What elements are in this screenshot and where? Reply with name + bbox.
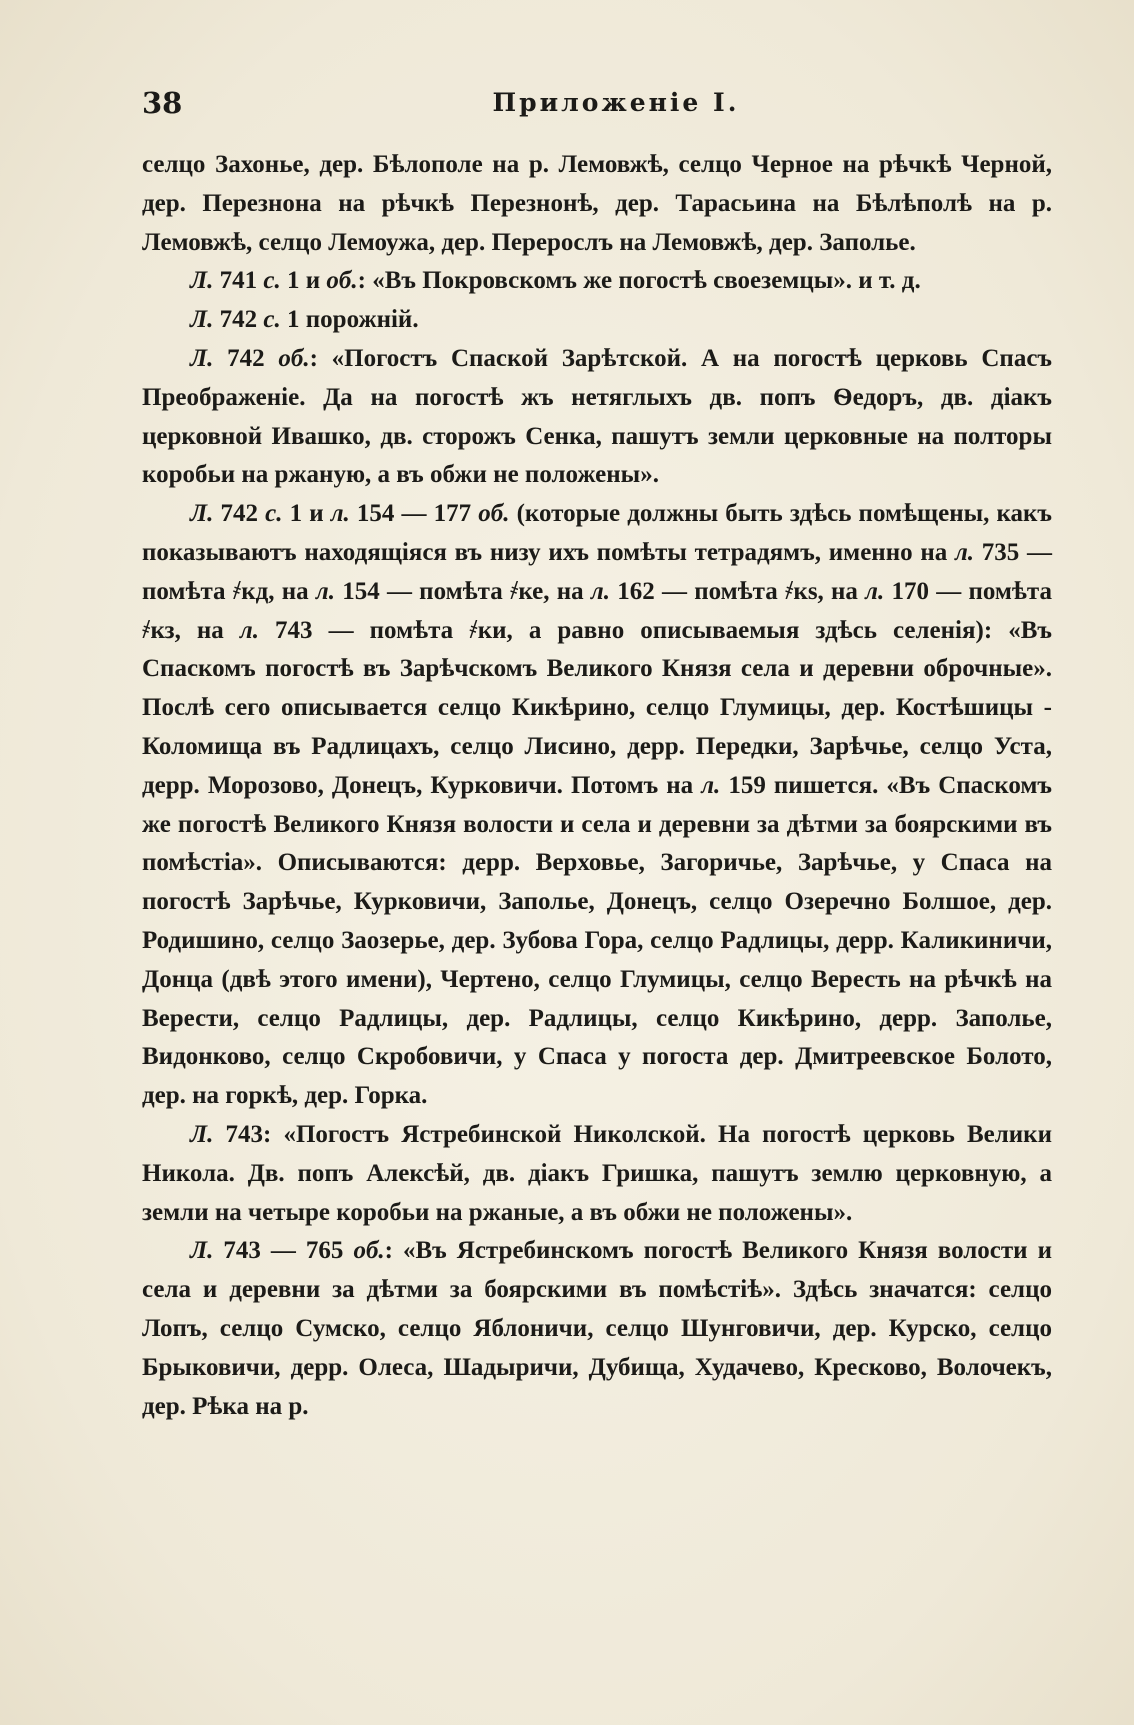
italic-abbreviation: л. [590,577,610,605]
italic-abbreviation: с. [263,306,281,334]
italic-abbreviation: об. [278,344,310,372]
text-run: : «Въ Покровскомъ же погостѣ своеземцы». и т. д. [357,267,921,295]
italic-abbreviation: Л. [190,500,214,528]
italic-abbreviation: Л. [190,344,214,372]
text-run: 170 — помѣта ҂кз, на [142,577,1053,644]
italic-abbreviation: с. [263,267,281,295]
italic-abbreviation: Л. [190,1120,214,1148]
paragraph [142,1232,1052,1426]
text-run: : «Погостъ Спаской Зарѣтской. А на погостѣ церковь Спасъ Преображеніе. Да на погостѣ жъ нетяглыхъ дв. попъ Ѳедоръ, дв. діакъ церковной Ивашко, дв. сторожъ Сенка, пашутъ земли церковные на полторы коробьи на ржаную, а въ обжи не положены». [142,344,1052,489]
text-run: 154 — помѣта ҂ке, на [334,577,591,605]
italic-abbreviation: л. [330,500,350,528]
text-run: 154 — 177 [349,500,479,528]
text-run: 1 и [280,267,327,295]
text-run: 741 [213,267,264,295]
running-title: Приложеніе I. [492,88,740,117]
italic-abbreviation: об. [478,500,510,528]
italic-abbreviation: л. [954,538,975,566]
italic-abbreviation: об. [326,267,358,295]
page-number: 38 [142,86,183,120]
text-run: 743 — помѣта ҂ки, а равно описываемыя здѣсь селенія): «Въ Спаскомъ погостѣ въ Зарѣчскомъ Великого Князя села и деревни оброчные». Послѣ сего описывается селцо Кикѣрино, селцо Глумицы, дер. Костѣшицы - Коломища въ Радлицахъ, селцо Лисино, дерр. Передки, Зарѣчье, селцо Уста, дерр. Морозово, Донецъ, Курковичи. Потомъ на [142,616,1052,799]
page-header [142,86,1050,126]
italic-abbreviation: л. [315,577,335,605]
italic-abbreviation: Л. [190,267,214,295]
italic-abbreviation: Л. [190,1237,214,1265]
text-run: селцо Захонье, дер. Бѣлополе на р. Лемовжѣ, селцо Черное на рѣчкѣ Черной, дер. Перезнона на рѣчкѣ Перезнонѣ, дер. Тарасьина на Бѣлѣполѣ на р. Лемовжѣ, селцо Лемоужа, дер. Перерослъ на Лемовжѣ, дер. Заполье. [142,151,1052,256]
text-run: 162 — помѣта ҂кѕ, на [610,577,866,605]
text-run: 742 [213,306,264,334]
paragraph [142,1116,1052,1232]
paragraph [142,495,1052,1116]
text-run: 743: «Погостъ Ястребинской Николской. На погостѣ церковь Велики Никола. Дв. попъ Алексѣй, дв. діакъ Гришка, пашутъ землю церковную, а земли на четыре коробьи на ржаные, а въ обжи не положены». [142,1120,1052,1226]
paragraph [142,340,1052,495]
italic-abbreviation: с. [265,500,283,528]
italic-abbreviation: Л. [190,306,214,334]
italic-abbreviation: л. [239,616,259,644]
italic-abbreviation: л. [865,577,885,605]
text-run: 1 порожній. [280,306,419,334]
italic-abbreviation: л. [701,771,721,799]
italic-abbreviation: об. [353,1237,385,1265]
paragraph [142,146,1052,262]
text-run: 1 и [282,500,331,528]
body-text [142,146,1052,1426]
text-run: 742 [213,344,279,372]
text-run: 159 пишется. «Въ Спаскомъ же погостѣ Великого Князя волости и села и деревни за дѣтми за боярскими въ помѣстіа». Описываются: дерр. Верховье, Загоричье, Зарѣчье, у Спаса на погостѣ Зарѣчье, Курковичи, Заполье, Донецъ, селцо Озеречно Болшое, дер. Родишино, селцо Заозерье, дер. Зубова Гора, селцо Радлицы, дерр. Каликиничи, Донца (двѣ этого имени), Чертено, селцо Глумицы, селцо Вересть на рѣчкѣ на Верести, селцо Радлицы, дер. Радлицы, селцо Кикѣрино, дерр. Заполье, Видонково, селцо Скробовичи, у Спаса у погоста дер. Дмитреевское Болото, дер. на горкѣ, дер. Горка. [142,771,1052,1110]
text-run: : «Въ Ястребинскомъ погостѣ Великого Князя волости и села и деревни за дѣтми за боярскими въ помѣстіѣ». Здѣсь значатся: селцо Лопъ, селцо Сумско, селцо Яблоничи, селцо Шунговичи, дер. Курско, селцо Брыковичи, дерр. Олеса, Шадыричи, Дубища, Худачево, Кресково, Волочекъ, дер. Рѣка на р. [142,1237,1052,1420]
paragraph [142,301,1052,340]
paragraph [142,262,1052,301]
text-run: (которые должны быть здѣсь помѣщены, какъ показываютъ находящіяся въ низу ихъ помѣты тетрадямъ, именно на [142,500,1052,566]
text-run: 735 — помѣта ҂кд, на [142,538,1052,605]
text-run: 743 — 765 [213,1237,354,1265]
text-run: 742 [213,500,266,528]
